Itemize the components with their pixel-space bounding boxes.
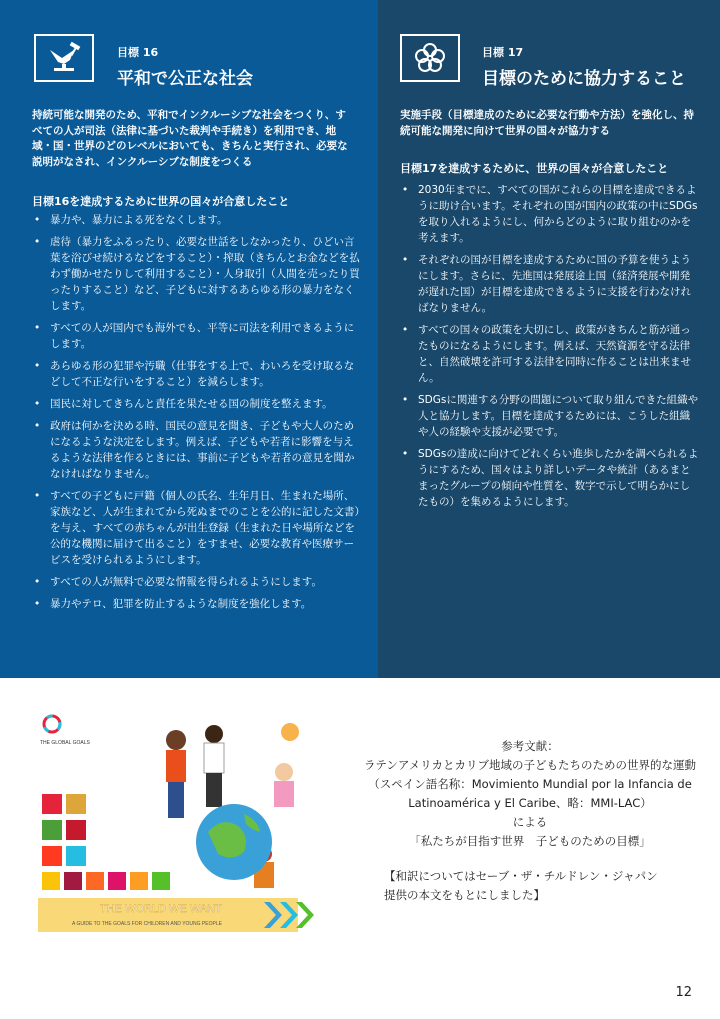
reference-line: 参考文献：	[501, 739, 559, 753]
goal17-number: 目標 17	[482, 46, 524, 59]
goal16-intro: 持続可能な開発のため、平和でインクルーシブな社会をつくり、すべての人が司法（法律に基づいた裁判や手続き）を利用でき、地域・国・世界のどのレベルにおいても、きちんと実行され、必要な説明がなされ、インクルーシブな制度をつくる	[32, 109, 348, 168]
list-item: • 2030年までに、すべての国がこれらの目標を達成できるように助け合います。それぞれの国が国内の政策の中にSDGsを取り入れるようにし、何からどのように取り組むのかを考えます。	[400, 182, 700, 246]
list-item: • すべての子どもに戸籍（個人の氏名、生年月日、生まれた場所、家族など、人が生まれてから死ぬまでのことを公的に記した文書）を与え、すべての赤ちゃんが出生登録（生まれた日や場所などを公的な機関に届けて出ること）をすませ、必要な教育や医療サービスを受けられるようにします。	[32, 488, 362, 568]
goal17-intro: 実施手段（目標達成のために必要な行動や方法）を強化し、持続可能な開発に向けて世界の国々が協力する	[400, 109, 694, 137]
reference-line: （スペイン語名称：Movimiento Mundial por la Infancia de	[368, 777, 692, 791]
list-item: • 国民に対してきちんと責任を果たせる国の制度を整えます。	[32, 396, 362, 412]
reference-line: 「私たちが目指す世界 子どものための目標」	[409, 834, 651, 848]
note-line: 【和訳についてはセーブ・ザ・チルドレン・ジャパン	[384, 869, 658, 883]
goal16-bullet-list	[32, 212, 362, 618]
banner-subtitle: A GUIDE TO THE GOALS FOR CHILDREN AND YOUNG PEOPLE	[72, 921, 222, 927]
dove-gavel-icon	[34, 34, 94, 82]
goal17-bullet-list	[400, 182, 700, 516]
goal16-title: 平和で公正な社会	[117, 69, 253, 89]
list-item: • すべての国々の政策を大切にし、政策がきちんと筋が通ったものになるようにします。例えば、天然資源を守る法律と、自然破壊を許可する法律を同時に作ることは出来ません。	[400, 322, 700, 386]
list-item: • すべての人が国内でも海外でも、平等に司法を利用できるようにします。	[32, 320, 362, 352]
list-item: • 暴力や、暴力による死をなくします。	[32, 212, 362, 228]
book-cover-image	[38, 712, 338, 940]
translation-note	[360, 867, 700, 905]
note-line: 提供の本文をもとにしました】	[384, 888, 545, 902]
goal17-section-heading: 目標17を達成するために、世界の国々が合意したこと	[400, 162, 669, 175]
list-item: • 虐待（暴力をふるったり、必要な世話をしなかったり、ひどい言葉を浴びせ続けるなどをすること）・搾取（きちんとお金などを払わず働かせたりして利用すること）・人身取引（人間を売ったり買ったりすること）など、子どもに対するあらゆる形の暴力をなくします。	[32, 234, 362, 314]
goal17-section	[378, 0, 720, 678]
reference-line: ラテンアメリカとカリブ地域の子どもたちのための世界的な運動	[363, 758, 697, 772]
reference-block	[360, 737, 700, 905]
list-item: • SDGsの達成に向けてどれくらい進歩したかを調べられるようにするため、国々はより詳しいデータや統計（あるまとまったグループの傾向や性質を、数字で示して明らかにしたもの）を集めるようにします。	[400, 446, 700, 510]
page-number: 12	[675, 985, 692, 1000]
list-item: • すべての人が無料で必要な情報を得られるようにします。	[32, 574, 362, 590]
goal17-title: 目標のために協力すること	[482, 69, 686, 89]
flower-rings-icon	[400, 34, 460, 82]
list-item: • 暴力やテロ、犯罪を防止するような制度を強化します。	[32, 596, 362, 612]
list-item: • 政府は何かを決める時、国民の意見を聞き、子どもや大人のためになるような決定をします。例えば、子どもや若者に影響を与えるような法律を作るときには、事前に子どもや若者の意見を聞かなければなりません。	[32, 418, 362, 482]
list-item: • SDGsに関連する分野の問題について取り組んできた組織や人と協力します。目標を達成するためには、こうした組織や人の経験や支援が必要です。	[400, 392, 700, 440]
reference-line: Latinoamérica y El Caribe、略：MMI-LAC）	[408, 796, 652, 810]
goal16-number: 目標 16	[117, 46, 159, 59]
reference-line: による	[512, 815, 548, 829]
list-item: • それぞれの国が目標を達成するために国の予算を使うようにします。さらに、先進国は発展途上国（経済発展や開発が遅れた国）が目標を達成できるように支援を行わなければなりません。	[400, 252, 700, 316]
banner-title: THE WORLD WE WANT	[100, 903, 222, 915]
goals-logo-text: THE GLOBAL GOALS	[40, 740, 90, 746]
goal16-section-heading: 目標16を達成するために世界の国々が合意したこと	[32, 195, 290, 208]
list-item: • あらゆる形の犯罪や汚職（仕事をする上で、わいろを受け取るなどして不正な行いをすること）を減らします。	[32, 358, 362, 390]
goal16-section	[0, 0, 378, 678]
